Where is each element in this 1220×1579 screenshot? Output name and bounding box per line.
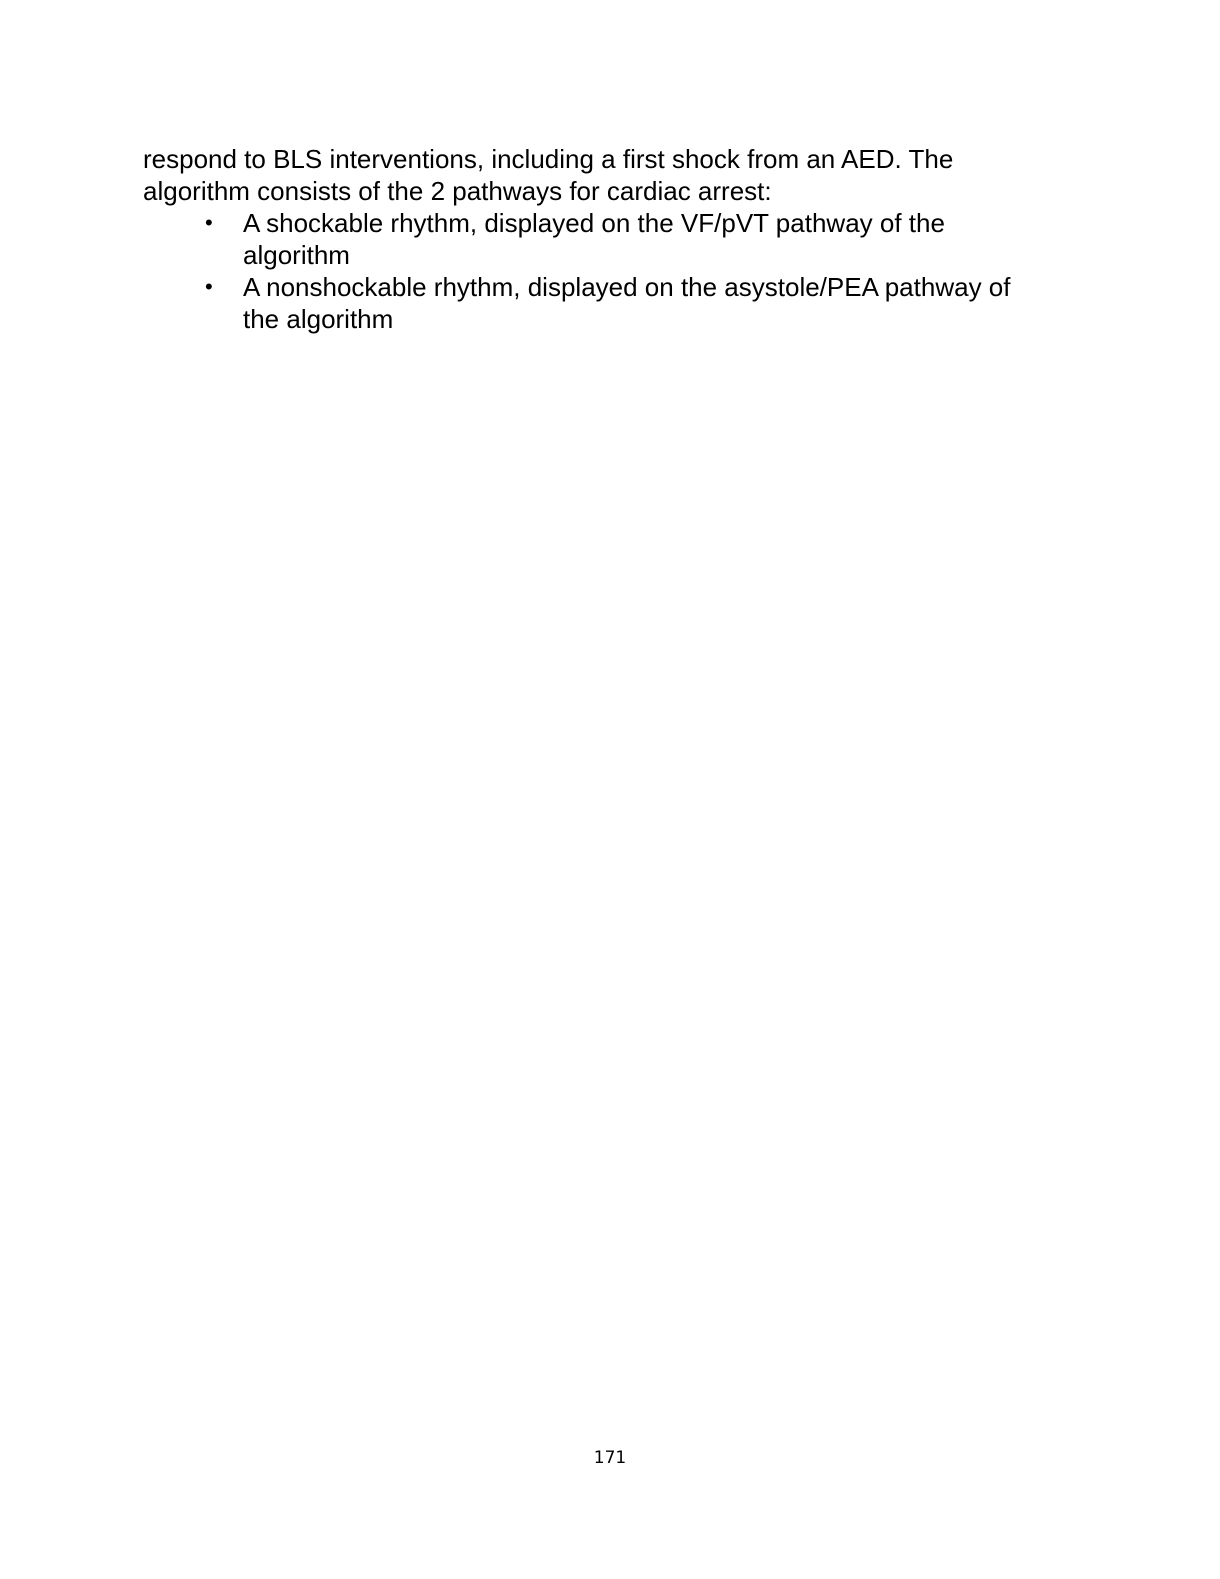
list-item-line: the algorithm <box>243 304 394 334</box>
list-item-line: A nonshockable rhythm, displayed on the asystole/PEA pathway of <box>243 272 1011 302</box>
paragraph-line: respond to BLS interventions, including a first shock from an AED. The <box>143 144 954 174</box>
bullet-icon: • <box>205 274 213 299</box>
paragraph-line: algorithm consists of the 2 pathways for cardiac arrest: <box>143 176 772 206</box>
page-content <box>143 143 1083 335</box>
pathway-list <box>143 207 1083 335</box>
page-number: 171 <box>593 1448 627 1468</box>
bullet-icon: • <box>205 210 213 235</box>
list-item-line: algorithm <box>243 240 350 270</box>
list-item-nonshockable <box>143 271 1083 335</box>
list-item-shockable <box>143 207 1083 271</box>
list-item-line: A shockable rhythm, displayed on the VF/pVT pathway of the <box>243 208 945 238</box>
intro-paragraph <box>143 143 1083 207</box>
